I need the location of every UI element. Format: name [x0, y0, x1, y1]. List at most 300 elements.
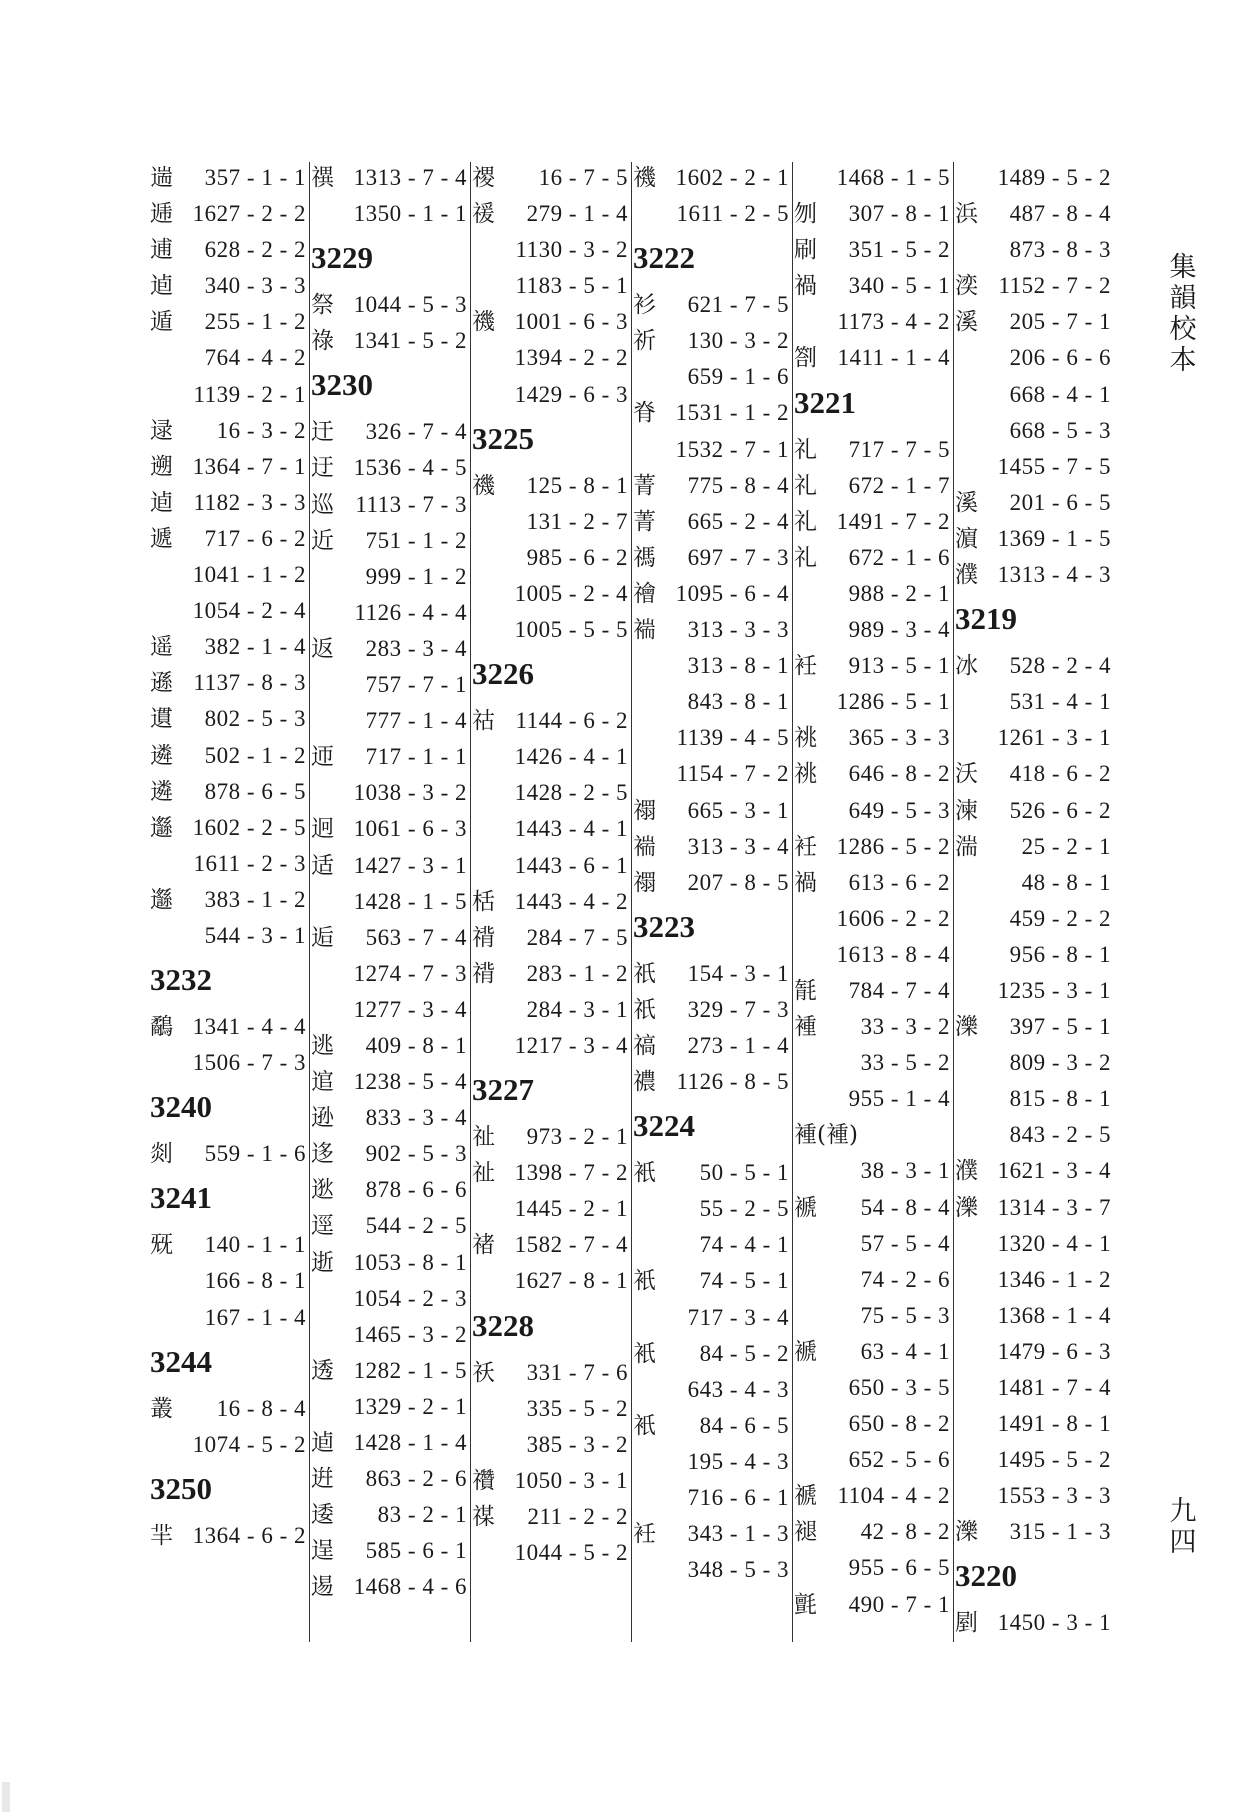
index-entry: [472, 232, 630, 268]
entry-character: 礼: [794, 508, 817, 535]
entry-reference: 1261 - 3 - 1: [997, 725, 1111, 751]
index-entry: [150, 449, 308, 485]
entry-reference: 382 - 1 - 4: [204, 634, 306, 660]
index-entry: [311, 487, 469, 523]
index-column-6: [955, 160, 1113, 1642]
entry-character: 禝: [472, 165, 495, 191]
index-entry: [633, 793, 791, 829]
index-entry: [633, 720, 791, 756]
entry-character: 冰: [955, 653, 978, 680]
entry-character: 衹: [633, 1412, 656, 1439]
entry-reference: 16 - 7 - 5: [538, 165, 628, 190]
entry-reference: 487 - 8 - 4: [1009, 201, 1111, 227]
entry-character: 礼: [794, 436, 817, 463]
entry-character: 剡: [150, 1141, 173, 1168]
entry-character: 遡: [150, 453, 173, 480]
index-entry: [633, 540, 791, 576]
entry-reference: 672 - 1 - 7: [848, 472, 950, 498]
index-entry: [955, 485, 1113, 521]
entry-reference: 1104 - 4 - 2: [837, 1483, 950, 1509]
entry-reference: 1443 - 6 - 1: [514, 852, 628, 878]
entry-character: 遦: [150, 706, 173, 733]
index-entry: [955, 901, 1113, 937]
entry-reference: 351 - 5 - 2: [848, 237, 950, 263]
entry-reference: 1428 - 1 - 4: [353, 1430, 467, 1455]
entry-reference: 1427 - 3 - 1: [353, 852, 467, 878]
index-entry: [955, 1406, 1113, 1442]
section-heading: 3228: [472, 1307, 534, 1343]
entry-character: 禨: [472, 309, 495, 336]
entry-character: 迻: [311, 1141, 334, 1168]
index-entry: [955, 829, 1113, 865]
entry-reference: 313 - 3 - 3: [687, 617, 789, 643]
entry-character: 遁: [150, 309, 173, 336]
index-entry: [955, 1153, 1113, 1189]
index-entry: [472, 703, 630, 739]
entry-character: 禤: [633, 869, 656, 896]
index-entry: [311, 1353, 469, 1389]
entry-reference: 502 - 1 - 2: [204, 742, 306, 768]
index-entry: [472, 340, 630, 376]
index-entry: [955, 232, 1113, 268]
entry-reference: 1044 - 5 - 3: [353, 292, 467, 318]
entry-reference: 1506 - 7 - 3: [192, 1050, 306, 1076]
entry-reference: 873 - 8 - 3: [1009, 237, 1111, 263]
entry-character: 禍: [794, 869, 817, 896]
index-entry: [633, 612, 791, 648]
column-divider: [631, 162, 632, 1642]
index-entry: [794, 1117, 952, 1153]
index-entry: [311, 811, 469, 847]
index-entry: [633, 359, 791, 395]
entry-reference: 313 - 8 - 1: [687, 653, 789, 679]
entry-reference: 668 - 5 - 3: [1009, 417, 1111, 443]
index-entry: [633, 992, 791, 1028]
entry-character: 湙: [955, 273, 978, 300]
entry-character: 衫: [633, 292, 656, 319]
entry-character: 近: [311, 527, 334, 554]
index-entry: [311, 1389, 469, 1425]
section-heading: 3222: [633, 240, 695, 276]
entry-character: 逋: [150, 237, 173, 264]
index-entry: [955, 1190, 1113, 1226]
entry-reference: 665 - 2 - 4: [687, 508, 789, 534]
index-entry: [955, 1009, 1113, 1045]
index-entry: [150, 232, 308, 268]
index-entry: [150, 1045, 308, 1081]
section-heading: 3229: [311, 240, 373, 276]
index-entry: [955, 196, 1113, 232]
entry-reference: 989 - 3 - 4: [848, 617, 950, 643]
index-entry: [472, 576, 630, 612]
entry-character: 濼: [955, 1014, 978, 1041]
entry-reference: 1450 - 3 - 1: [997, 1610, 1111, 1636]
section-heading: 3241: [150, 1180, 212, 1216]
section-heading: 3244: [150, 1343, 212, 1379]
entry-character: 逃: [311, 1032, 334, 1059]
index-entry: [311, 1172, 469, 1208]
entry-character: 禐: [472, 201, 495, 228]
entry-character: 衹: [633, 1268, 656, 1295]
entry-character: 衹: [633, 1160, 656, 1187]
entry-reference: 643 - 4 - 3: [687, 1376, 789, 1402]
entry-reference: 1495 - 5 - 2: [997, 1447, 1111, 1473]
entry-reference: 55 - 2 - 5: [699, 1196, 789, 1222]
index-entry: [794, 793, 952, 829]
entry-character: 逖: [311, 1177, 334, 1204]
index-column-3: [472, 160, 630, 1571]
section-heading: 3240: [150, 1089, 212, 1125]
index-entry: [794, 432, 952, 468]
entry-reference: 1364 - 7 - 1: [192, 453, 306, 479]
index-entry: [150, 593, 308, 629]
index-entry: [472, 377, 630, 413]
index-entry: [955, 268, 1113, 304]
entry-reference: 1445 - 2 - 1: [514, 1196, 628, 1222]
index-entry: [955, 340, 1113, 376]
entry-character: 刎: [794, 201, 817, 228]
index-entry: [311, 1064, 469, 1100]
entry-character: 禤: [633, 797, 656, 824]
entry-character: 巡: [311, 491, 334, 518]
index-entry: [633, 1444, 791, 1480]
index-entry: [311, 559, 469, 595]
entry-character: 逓: [150, 201, 173, 228]
entry-reference: 1005 - 2 - 4: [514, 580, 628, 606]
index-entry: [472, 1535, 630, 1571]
entry-reference: 279 - 1 - 4: [526, 201, 628, 227]
index-entry: [472, 992, 630, 1028]
index-entry: [311, 739, 469, 775]
entry-character: 逬: [311, 1466, 334, 1493]
entry-reference: 802 - 5 - 3: [204, 706, 306, 732]
entry-character: 刷: [794, 237, 817, 264]
entry-character: 禙: [472, 960, 495, 987]
entry-character: 鷸: [150, 1014, 173, 1041]
entry-character: 逕: [311, 1213, 334, 1240]
entry-character: 溪: [955, 489, 978, 516]
entry-reference: 751 - 1 - 2: [365, 527, 467, 553]
entry-reference: 1350 - 1 - 1: [353, 201, 467, 227]
entry-reference: 1627 - 8 - 1: [514, 1268, 628, 1294]
index-entry: [633, 468, 791, 504]
index-entry: [955, 973, 1113, 1009]
index-entry: [311, 450, 469, 486]
index-entry: [633, 196, 791, 232]
entry-reference: 1144 - 6 - 2: [515, 708, 628, 734]
entry-reference: 775 - 8 - 4: [687, 472, 789, 498]
index-entry: [633, 1191, 791, 1227]
entry-reference: 207 - 8 - 5: [687, 869, 789, 895]
index-entry: [794, 756, 952, 792]
entry-character: 沃: [955, 761, 978, 788]
entry-reference: 397 - 5 - 1: [1009, 1014, 1111, 1040]
index-entry: [150, 1263, 308, 1299]
entry-reference: 33 - 5 - 2: [860, 1050, 950, 1076]
index-entry: [633, 576, 791, 612]
index-entry: [794, 684, 952, 720]
entry-reference: 528 - 2 - 4: [1009, 653, 1111, 679]
index-entry: [794, 901, 952, 937]
index-entry: [150, 1136, 308, 1172]
entry-reference: 418 - 6 - 2: [1009, 761, 1111, 787]
index-column-4: [633, 160, 791, 1588]
entry-character: 濵: [955, 525, 978, 552]
entry-character: 禩: [311, 165, 334, 191]
index-entry: [955, 865, 1113, 901]
entry-character: 邎: [150, 886, 173, 913]
entry-reference: 697 - 7 - 3: [687, 544, 789, 570]
index-entry: [472, 1355, 630, 1391]
entry-reference: 313 - 3 - 4: [687, 833, 789, 859]
entry-character: 菁: [633, 508, 656, 535]
entry-character: 礼: [794, 544, 817, 571]
entry-reference: 131 - 2 - 7: [526, 508, 628, 534]
index-entry: [150, 557, 308, 593]
index-entry: [955, 648, 1113, 684]
index-entry: [633, 1516, 791, 1552]
entry-character: 禬: [633, 580, 656, 607]
index-entry: [955, 304, 1113, 340]
entry-reference: 764 - 4 - 2: [204, 345, 306, 371]
entry-reference: 955 - 1 - 4: [848, 1086, 950, 1112]
index-entry: [633, 648, 791, 684]
entry-character: 祇: [633, 960, 656, 987]
index-entry: [472, 1499, 630, 1535]
index-entry: [794, 340, 952, 376]
entry-reference: 255 - 1 - 2: [204, 309, 306, 335]
index-entry: [311, 667, 469, 703]
index-entry: [955, 1081, 1113, 1117]
entry-reference: 125 - 8 - 1: [526, 472, 628, 498]
index-entry: [311, 323, 469, 359]
index-entry: [150, 738, 308, 774]
index-entry: [955, 1514, 1113, 1550]
index-entry: [633, 1064, 791, 1100]
entry-character: 礼: [794, 472, 817, 499]
index-entry: [311, 160, 469, 196]
index-entry: [794, 1587, 952, 1623]
entry-reference: 1429 - 6 - 3: [514, 381, 628, 407]
entry-reference: 283 - 1 - 2: [526, 960, 628, 986]
index-entry: [794, 1009, 952, 1045]
entry-reference: 649 - 5 - 3: [848, 797, 950, 823]
section-heading: 3232: [150, 962, 212, 998]
section-heading: 3223: [633, 908, 695, 944]
entry-reference: 646 - 8 - 2: [848, 761, 950, 787]
index-column-1: [150, 160, 308, 1554]
section-heading: 3224: [633, 1108, 695, 1144]
entry-reference: 1286 - 5 - 2: [836, 833, 950, 859]
index-entry: [150, 665, 308, 701]
index-entry: [955, 160, 1113, 196]
index-entry: [311, 1245, 469, 1281]
entry-reference: 50 - 5 - 1: [699, 1160, 789, 1186]
entry-reference: 1602 - 2 - 1: [675, 165, 789, 190]
entry-reference: 357 - 1 - 1: [204, 165, 306, 190]
entry-reference: 74 - 4 - 1: [699, 1232, 789, 1258]
entry-reference: 273 - 1 - 4: [687, 1032, 789, 1058]
entry-reference: 331 - 7 - 6: [526, 1359, 628, 1385]
index-entry: [311, 1317, 469, 1353]
entry-reference: 1627 - 2 - 2: [192, 201, 306, 227]
index-entry: [311, 1533, 469, 1569]
entry-reference: 1329 - 2 - 1: [353, 1393, 467, 1419]
entry-character: 逶: [311, 1502, 334, 1529]
index-entry: [150, 1427, 308, 1463]
index-entry: [633, 1227, 791, 1263]
entry-character: 濼: [955, 1519, 978, 1546]
index-entry: [311, 956, 469, 992]
entry-character: 逌: [150, 489, 173, 516]
entry-reference: 329 - 7 - 3: [687, 996, 789, 1022]
index-entry: [311, 848, 469, 884]
entry-reference: 1126 - 4 - 4: [354, 599, 467, 625]
index-entry: [150, 629, 308, 665]
entry-reference: 1606 - 2 - 2: [836, 905, 950, 931]
entry-character: 褫: [794, 1194, 817, 1221]
entry-reference: 526 - 6 - 2: [1009, 797, 1111, 823]
index-entry: [150, 918, 308, 954]
index-entry: [311, 1028, 469, 1064]
index-entry: [633, 1552, 791, 1588]
entry-reference: 878 - 6 - 5: [204, 778, 306, 804]
entry-reference: 63 - 4 - 1: [860, 1338, 950, 1364]
index-entry: [633, 323, 791, 359]
index-entry: [794, 1406, 952, 1442]
index-column-2: [311, 160, 469, 1605]
index-entry: [311, 1100, 469, 1136]
entry-character: 兓: [150, 1232, 173, 1259]
column-divider: [470, 162, 471, 1642]
entry-reference: 777 - 1 - 4: [365, 708, 467, 734]
index-entry: [150, 377, 308, 413]
entry-reference: 1489 - 5 - 2: [997, 165, 1111, 190]
index-entry: [794, 1045, 952, 1081]
index-entry: [472, 160, 630, 196]
index-entry: [794, 1370, 952, 1406]
index-entry: [633, 1480, 791, 1516]
entry-reference: 544 - 3 - 1: [204, 922, 306, 948]
entry-reference: 1005 - 5 - 5: [514, 617, 628, 643]
entry-reference: 650 - 8 - 2: [848, 1411, 950, 1437]
entry-reference: 1050 - 3 - 1: [514, 1467, 628, 1493]
entry-reference: 843 - 8 - 1: [687, 689, 789, 715]
entry-reference: 307 - 8 - 1: [848, 201, 950, 227]
entry-reference: 348 - 5 - 3: [687, 1557, 789, 1583]
scan-edge-mark: [2, 1782, 10, 1812]
index-entry: [633, 1408, 791, 1444]
section-heading: 3221: [794, 384, 856, 420]
index-entry: [150, 1518, 308, 1554]
index-entry: [794, 648, 952, 684]
entry-character: 禍: [794, 273, 817, 300]
entry-reference: 340 - 5 - 1: [848, 273, 950, 299]
entry-reference: 326 - 7 - 4: [365, 419, 467, 445]
index-entry: [150, 196, 308, 232]
index-entry: [150, 521, 308, 557]
entry-character: 毻: [794, 977, 817, 1004]
entry-reference: 1411 - 1 - 4: [837, 345, 950, 371]
entry-reference: 1126 - 8 - 5: [676, 1069, 789, 1095]
index-entry: [472, 1463, 630, 1499]
index-entry: [472, 504, 630, 540]
entry-reference: 955 - 6 - 5: [848, 1555, 950, 1581]
entry-reference: 1621 - 3 - 4: [997, 1158, 1111, 1184]
entry-reference: 74 - 5 - 1: [699, 1268, 789, 1294]
index-entry: [633, 1263, 791, 1299]
index-entry: [955, 1117, 1113, 1153]
index-entry: [794, 1262, 952, 1298]
entry-reference: 1001 - 6 - 3: [514, 309, 628, 335]
entry-reference: 84 - 5 - 2: [699, 1340, 789, 1366]
index-entry: [794, 1190, 952, 1226]
entry-character: 禯: [633, 1069, 656, 1096]
entry-reference: 999 - 1 - 2: [365, 563, 467, 589]
index-entry: [955, 793, 1113, 829]
entry-character: 邎: [150, 814, 173, 841]
entry-reference: 1152 - 7 - 2: [998, 273, 1111, 299]
index-entry: [472, 1155, 630, 1191]
entry-reference: 75 - 5 - 3: [860, 1302, 950, 1328]
entry-reference: 284 - 3 - 1: [526, 996, 628, 1022]
index-entry: [472, 1028, 630, 1064]
entry-reference: 1038 - 3 - 2: [353, 780, 467, 806]
index-entry: [472, 739, 630, 775]
entry-reference: 913 - 5 - 1: [848, 653, 950, 679]
entry-reference: 1095 - 6 - 4: [675, 580, 789, 606]
entry-reference: 585 - 6 - 1: [365, 1538, 467, 1564]
index-entry: [150, 882, 308, 918]
entry-character: 禨: [472, 472, 495, 499]
entry-reference: 1369 - 1 - 5: [997, 525, 1111, 551]
entry-reference: 665 - 3 - 1: [687, 797, 789, 823]
entry-reference: 1481 - 7 - 4: [997, 1375, 1111, 1400]
entry-reference: 365 - 3 - 3: [848, 725, 950, 751]
entry-character: 濼: [955, 1194, 978, 1221]
entry-character: 禇: [472, 1232, 495, 1259]
entry-reference: 1468 - 4 - 6: [353, 1574, 467, 1600]
index-entry: [633, 829, 791, 865]
index-entry: [794, 268, 952, 304]
index-entry: [633, 1300, 791, 1336]
entry-reference: 38 - 3 - 1: [860, 1158, 950, 1184]
entry-character: 衽: [633, 1521, 656, 1548]
entry-reference: 335 - 5 - 2: [526, 1395, 628, 1421]
index-entry: [955, 1262, 1113, 1298]
index-entry: [472, 1263, 630, 1299]
entry-reference: 1313 - 7 - 4: [353, 165, 467, 190]
entry-character: 禶: [472, 1467, 495, 1494]
index-entry: [311, 1425, 469, 1461]
index-entry: [955, 756, 1113, 792]
entry-reference: 1613 - 8 - 4: [836, 941, 950, 967]
entry-reference: 206 - 6 - 6: [1009, 345, 1111, 371]
index-entry: [794, 196, 952, 232]
index-entry: [794, 1550, 952, 1586]
entry-reference: 878 - 6 - 6: [365, 1177, 467, 1203]
entry-character: 栝: [472, 888, 495, 915]
index-entry: [633, 1028, 791, 1064]
entry-character: 祜: [472, 708, 495, 735]
entry-reference: 1053 - 8 - 1: [353, 1249, 467, 1275]
index-entry: [955, 1370, 1113, 1406]
entry-reference: 1113 - 7 - 3: [355, 491, 467, 517]
index-entry: [955, 720, 1113, 756]
entry-reference: 628 - 2 - 2: [204, 237, 306, 263]
entry-reference: 409 - 8 - 1: [365, 1032, 467, 1058]
index-entry: [472, 612, 630, 648]
